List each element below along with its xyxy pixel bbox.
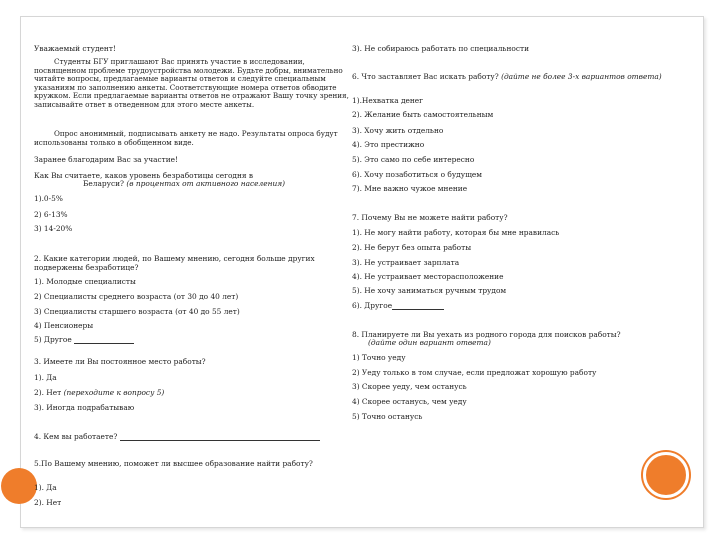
q8-option-1[interactable]: 1) Точно уеду <box>352 353 406 362</box>
q1-option-2[interactable]: 2) 6-13% <box>34 210 68 219</box>
q7-text: 7. Почему Вы не можете найти работу? <box>352 213 508 222</box>
q3-option-3[interactable]: 3). Иногда подрабатываю <box>34 403 135 412</box>
q4-answer-field[interactable] <box>120 432 320 441</box>
greeting: Уважаемый студент! <box>34 44 116 53</box>
q8-option-5[interactable]: 5) Точно останусь <box>352 412 423 421</box>
q2-option-2[interactable]: 2) Специалисты среднего возраста (от 30 до 40 лет) <box>34 292 239 301</box>
q7-option-4[interactable]: 4). Не устраивает месторасположение <box>352 272 504 281</box>
q6-option-6[interactable]: 6). Хочу позаботиться о будущем <box>352 170 483 179</box>
q2-option-4[interactable]: 4) Пенсионеры <box>34 321 94 330</box>
q5-option-2[interactable]: 2). Нет <box>34 498 62 507</box>
q7-option-2[interactable]: 2). Не берут без опыта работы <box>352 243 472 252</box>
q2-option-5[interactable]: 5) Другое <box>34 335 134 344</box>
q6-text: 6. Что заставляет Вас искать работу? (дайте не более 3-х вариантов ответа) <box>352 72 662 81</box>
q8-option-3[interactable]: 3) Скорее уеду, чем останусь <box>352 382 467 391</box>
q5-option-3[interactable]: 3). Не собираюсь работать по специальности <box>352 44 529 53</box>
q4-text: 4. Кем вы работаете? <box>34 432 320 441</box>
q6-option-1[interactable]: 1).Нехватка денег <box>352 96 424 105</box>
q5-option-1[interactable]: 1). Да <box>34 483 57 492</box>
q7-option-1[interactable]: 1). Не могу найти работу, которая бы мне нравилась <box>352 228 560 237</box>
decorative-circle-right <box>643 452 689 498</box>
q6-option-5[interactable]: 5). Это само по себе интересно <box>352 155 475 164</box>
q7-option-6[interactable]: 6). Другое <box>352 301 444 310</box>
q2-option-3[interactable]: 3) Специалисты старшего возраста (от 40 до 55 лет) <box>34 307 240 316</box>
q1-text-line2: Беларуси? (в процентах от активного населения) <box>83 179 285 188</box>
q6-option-4[interactable]: 4). Это престижно <box>352 140 425 149</box>
q3-option-1[interactable]: 1). Да <box>34 373 57 382</box>
q7-other-field[interactable] <box>392 301 444 310</box>
q3-text: 3. Имеете ли Вы постоянное место работы? <box>34 357 206 366</box>
q2-other-field[interactable] <box>74 335 134 344</box>
q8-note: (дайте один вариант ответа) <box>368 338 491 347</box>
q1-option-1[interactable]: 1).0-5% <box>34 194 63 203</box>
anonymous-note: Опрос анонимный, подписывать анкету не надо. Результаты опроса будут использованы только в обобщенном виде. <box>34 129 338 147</box>
intro-paragraph: Студенты БГУ приглашают Вас принять участие в исследовании, посвященном проблеме трудоустройства молодежи. Будьте добры, внимательно читайте вопросы, предлагаемые варианты ответов и следуйте специальным указаниям по заполнению анкеты. Соответствующие номера ответов обводите кружком. Если предлагаемые варианты ответов не отражают Вашу точку зрения, записывайте ответ в отведенном для этого месте анкеты. <box>34 57 349 109</box>
q2-option-1[interactable]: 1). Молодые специалисты <box>34 277 136 286</box>
q6-option-7[interactable]: 7). Мне важно чужое мнение <box>352 184 468 193</box>
q2-text: 2. Какие категории людей, по Вашему мнению, сегодня больше других подвержены безработице? <box>34 254 315 272</box>
q7-option-5[interactable]: 5). Не хочу заниматься ручным трудом <box>352 286 507 295</box>
q7-option-3[interactable]: 3). Не устраивает зарплата <box>352 258 460 267</box>
q6-option-3[interactable]: 3). Хочу жить отдельно <box>352 126 444 135</box>
q1-option-3[interactable]: 3) 14-20% <box>34 224 73 233</box>
q1-text-line1: Как Вы считаете, каков уровень безработицы сегодня в <box>34 171 254 180</box>
q5-text: 5.По Вашему мнению, поможет ли высшее образование найти работу? <box>34 459 313 468</box>
q8-option-4[interactable]: 4) Скорее останусь, чем уеду <box>352 397 467 406</box>
thanks-text: Заранее благодарим Вас за участие! <box>34 155 179 164</box>
q6-option-2[interactable]: 2). Желание быть самостоятельным <box>352 110 494 119</box>
q3-option-2[interactable]: 2). Нет (переходите к вопросу 5) <box>34 388 165 397</box>
decorative-circle-left <box>1 468 37 504</box>
q8-option-2[interactable]: 2) Уеду только в том случае, если предложат хорошую работу <box>352 368 597 377</box>
q8-text: 8. Планируете ли Вы уехать из родного города для поисков работы? <box>352 330 621 339</box>
